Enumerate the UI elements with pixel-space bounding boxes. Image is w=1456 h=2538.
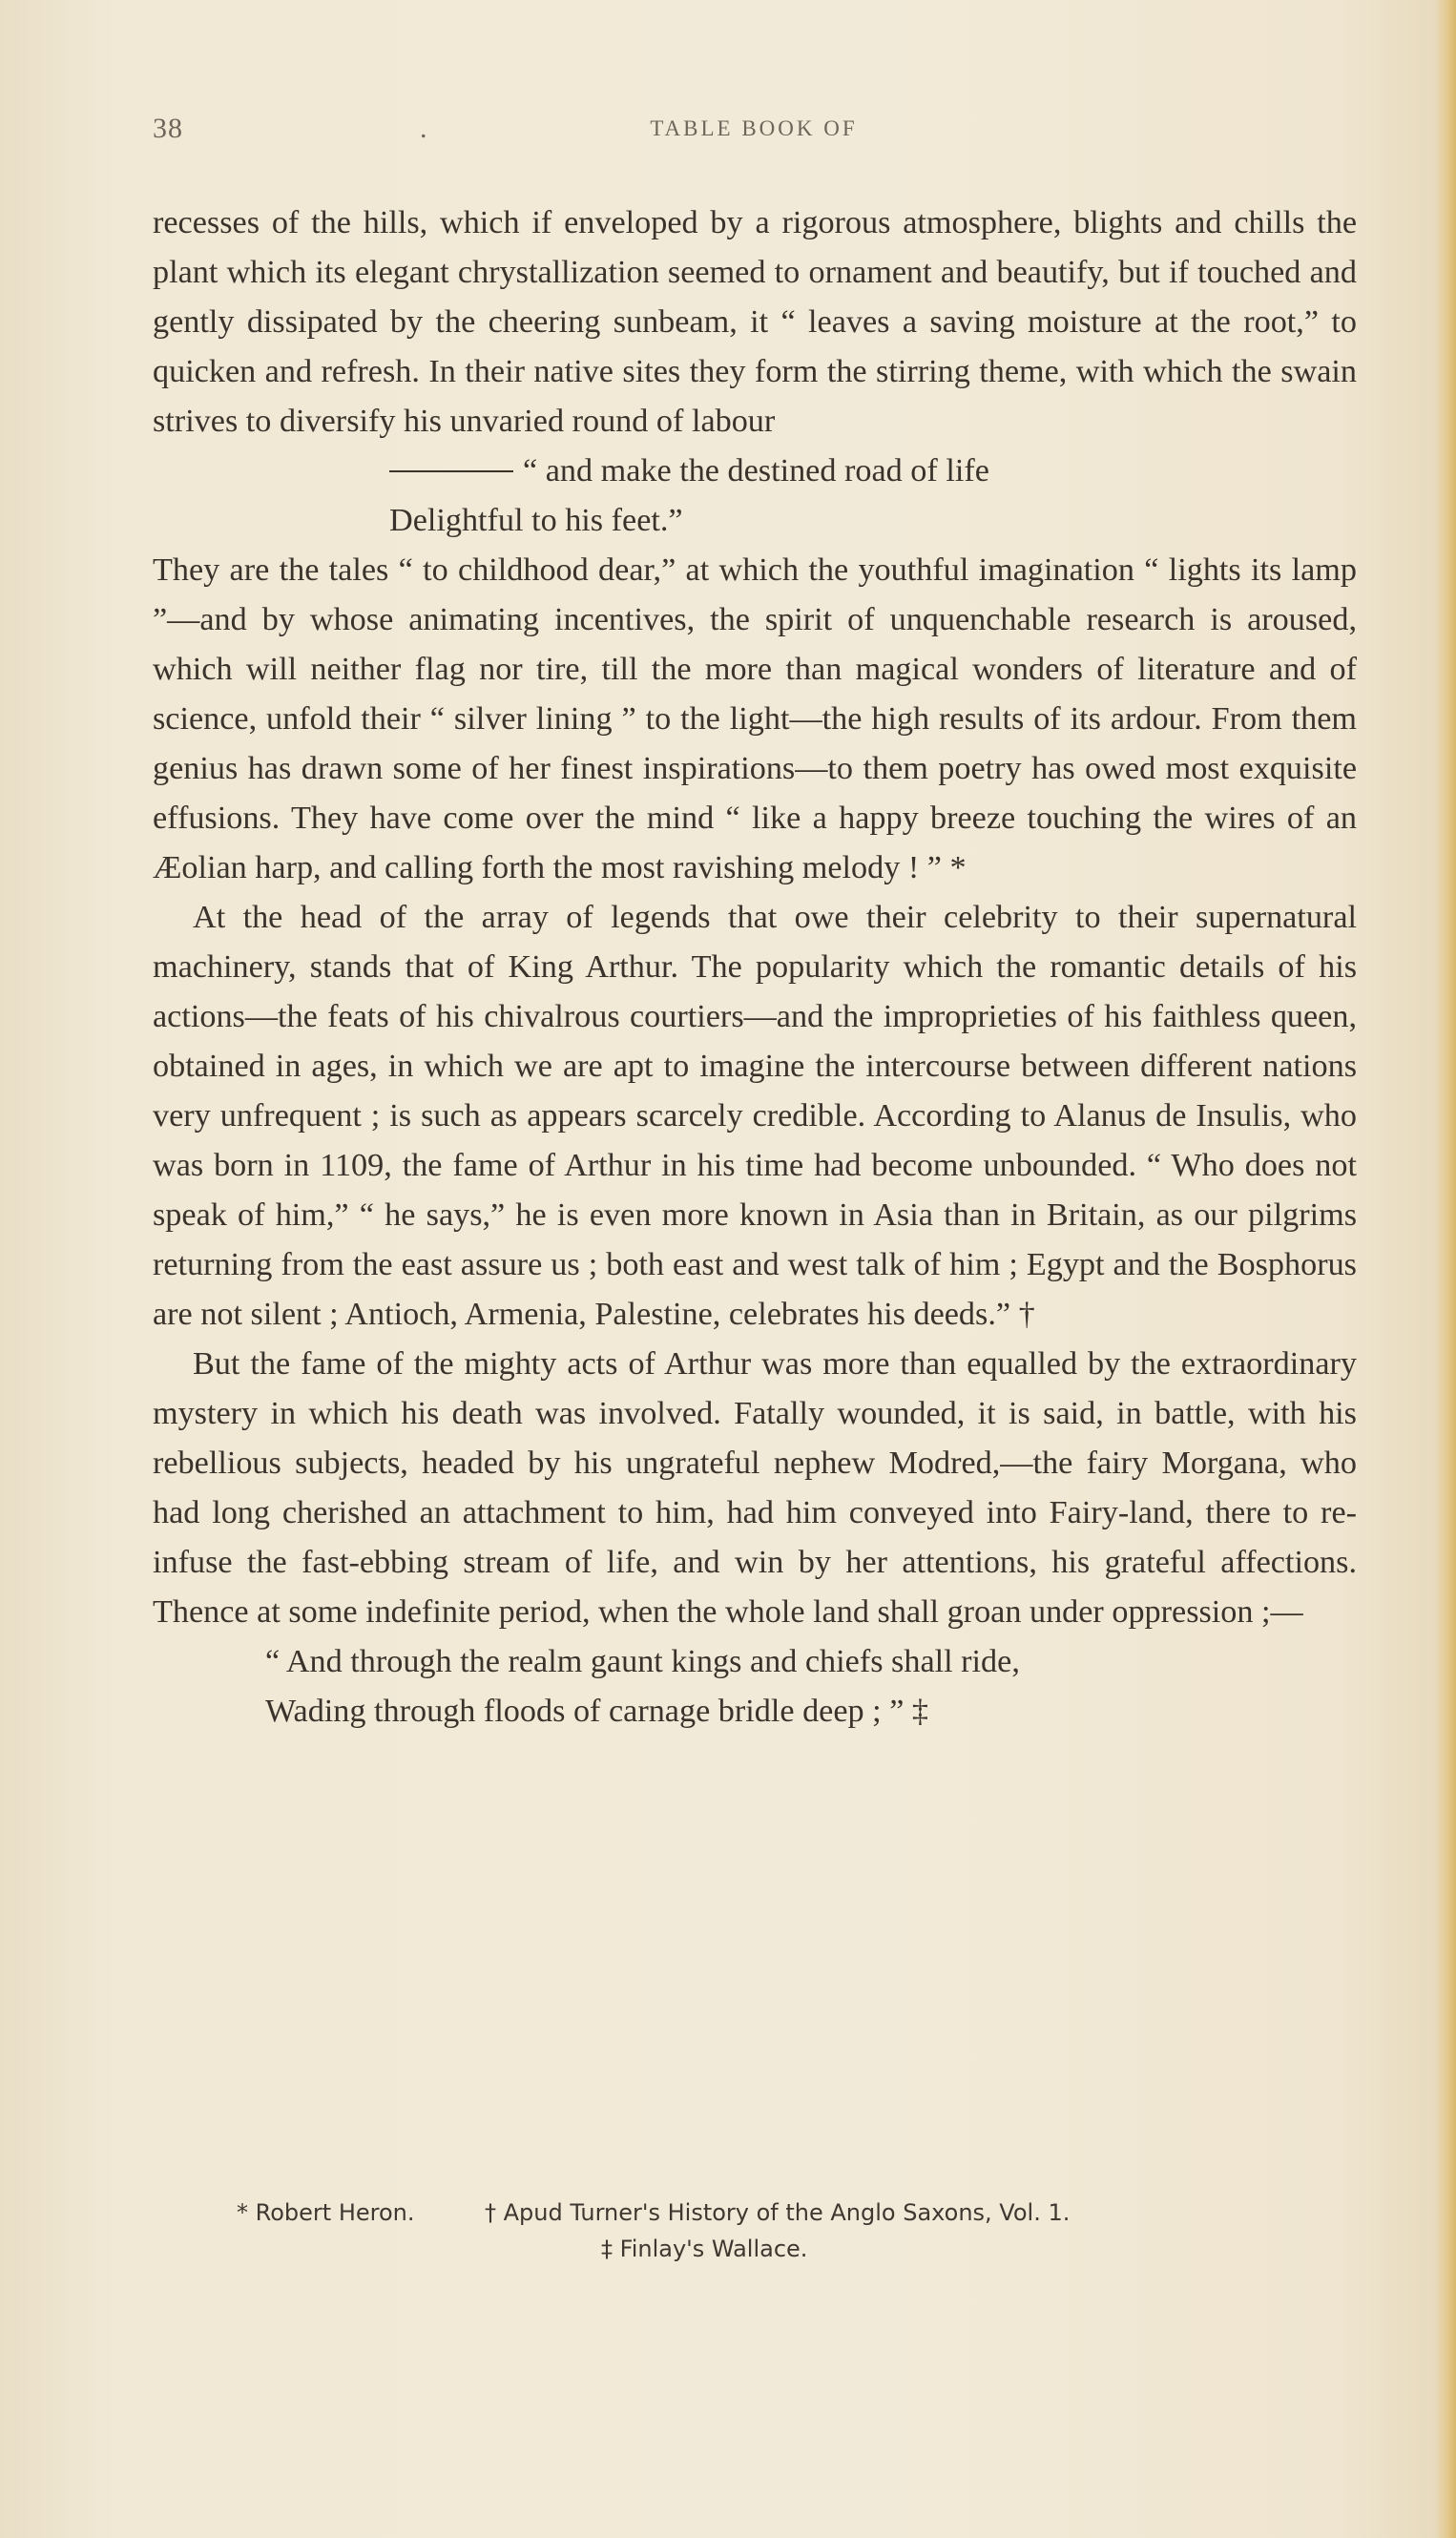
paragraph: At the head of the array of legends that owe their celebrity to their supernatural machinery, stands that of King Arthur. The popularity which the romantic details of his actions—the feats of his chivalrous courtiers—and the improprieties of his faithless queen, obtained in ages, in which we are apt to imagine the intercourse between different nations very unfrequent ; is such as appears scarcely credible. According to Alanus de Insulis, who was born in 1109, the fame of Arthur in his time had become unbounded. “ Who does not speak of him,” “ he says,” he is even more known in Asia than in Britain, as our pilgrims returning from the east assure us ; both east and west talk of him ; Egypt and the Bosphorus are not silent ; Antioch, Armenia, Palestine, celebrates his deeds.” †	[153, 900, 1357, 1332]
verse-line: “ And through the realm gaunt kings and chiefs shall ride,	[265, 1644, 1020, 1679]
header-dot: .	[420, 113, 427, 144]
paragraph: They are the tales “ to childhood dear,” at which the youthful imagination “ lights its lamp ”—and by whose animating incentives, the spirit of unquenchable research is aroused, which will neither flag nor tire, till the more than magical wonders of literature and of science, unfold their “ silver lining ” to the light—the high results of its ardour. From them genius has drawn some of her finest inspirations—to them poetry has owed most exquisite effusions. They have come over the mind “ like a happy breeze touching the wires of an Æolian harp, and calling forth the most ravishing melody ! ” *	[153, 552, 1357, 885]
verse-line: Wading through floods of carnage bridle deep ; ” ‡	[265, 1694, 929, 1729]
paragraph: recesses of the hills, which if enveloped by a rigorous atmosphere, blights and chills the plant which its elegant chrystallization seemed to ornament and beautify, but if touched and gently dissipated by the cheering sunbeam, it “ leaves a saving moisture at the root,” to quicken and refresh. In their native sites they form the stirring theme, with which the swain strives to diversify his unvaried round of labour	[153, 205, 1357, 439]
paragraph: But the fame of the mighty acts of Arthur was more than equalled by the extraordinary mystery in which his death was involved. Fatally wounded, it is said, in battle, with his rebellious subjects, headed by his ungrateful nephew Modred,—the fairy Morgana, who had long cherished an attachment to him, had him conveyed into Fairy-land, there to re-infuse the fast-ebbing stream of life, and win by her attentions, his grateful affections. Thence at some indefinite period, when the whole land shall groan under oppression ;—	[153, 1346, 1357, 1630]
footnote-2: † Apud Turner's History of the Anglo Saxons, Vol. 1.	[485, 2199, 1071, 2226]
verse-line	[389, 447, 1357, 496]
page-edge	[1435, 0, 1456, 2538]
verse-line: Delightful to his feet.”	[389, 503, 683, 538]
page-number: 38	[153, 113, 183, 144]
footnotes	[153, 2195, 1357, 2262]
page-body	[153, 198, 1357, 1737]
footnote-1: * Robert Heron.	[237, 2199, 415, 2226]
dash-rule	[389, 470, 513, 472]
footnote-3: ‡ Finlay's Wallace.	[601, 2236, 808, 2262]
page-header	[153, 113, 1355, 160]
running-title: TABLE BOOK OF	[650, 116, 858, 140]
verse-text: “ and make the destined road of life	[523, 453, 989, 489]
